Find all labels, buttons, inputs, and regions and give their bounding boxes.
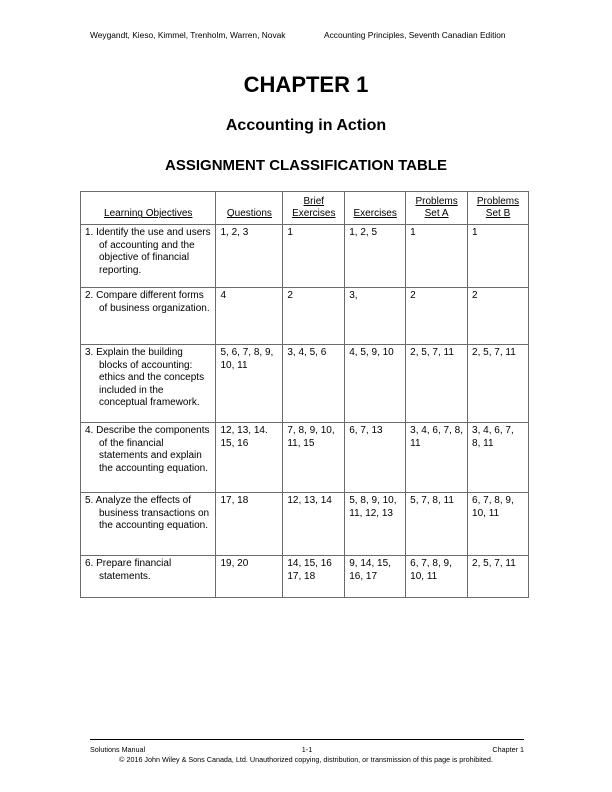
exercises-cell: 4, 5, 9, 10 [345, 345, 406, 423]
problems-set-a-cell: 5, 7, 8, 11 [406, 493, 468, 556]
column-header-questions: Questions [216, 192, 283, 225]
column-header-brief-exercises: Brief Exercises [283, 192, 345, 225]
footer-manual-label: Solutions Manual [90, 745, 146, 754]
problems-set-b-cell: 2, 5, 7, 11 [468, 345, 529, 423]
exercises-cell: 9, 14, 15, 16, 17 [345, 556, 406, 598]
footer-page-number: 1-1 [301, 745, 313, 754]
problems-set-b-cell: 3, 4, 6, 7, 8, 11 [468, 423, 529, 493]
objective-cell: 4. Describe the components of the financial statements and explain the accounting equation. [81, 423, 216, 493]
exercises-cell: 1, 2, 5 [345, 225, 406, 288]
table-row [81, 345, 529, 423]
exercises-cell: 5, 8, 9, 10, 11, 12, 13 [345, 493, 406, 556]
brief-exercises-cell: 14, 15, 16 17, 18 [283, 556, 345, 598]
table-row [81, 556, 529, 598]
column-header-problems-set-a: Problems Set A [406, 192, 468, 225]
chapter-title: CHAPTER 1 [243, 72, 369, 97]
column-header-exercises: Exercises [345, 192, 406, 225]
objective-cell: 6. Prepare financial statements. [81, 556, 216, 598]
chapter-subtitle: Accounting in Action [225, 117, 387, 134]
objective-cell: 1. Identify the use and users of accounting and the objective of financial reporting. [81, 225, 216, 288]
problems-set-b-cell: 6, 7, 8, 9, 10, 11 [468, 493, 529, 556]
questions-cell: 1, 2, 3 [216, 225, 283, 288]
footer-divider [90, 739, 524, 740]
objective-cell: 3. Explain the building blocks of accounting: ethics and the concepts included in the conceptual framework. [81, 345, 216, 423]
questions-cell: 17, 18 [216, 493, 283, 556]
problems-set-b-cell: 1 [468, 225, 529, 288]
header-book-title: Accounting Principles, Seventh Canadian Edition [324, 30, 506, 40]
table-title: ASSIGNMENT CLASSIFICATION TABLE [165, 157, 447, 174]
problems-set-b-cell: 2, 5, 7, 11 [468, 556, 529, 598]
column-header-learning-objectives: Learning Objectives [81, 192, 216, 225]
problems-set-a-cell: 2, 5, 7, 11 [406, 345, 468, 423]
brief-exercises-cell: 12, 13, 14 [283, 493, 345, 556]
questions-cell: 12, 13, 14. 15, 16 [216, 423, 283, 493]
problems-set-a-cell: 6, 7, 8, 9, 10, 11 [406, 556, 468, 598]
table-row [81, 225, 529, 288]
brief-exercises-cell: 7, 8, 9, 10, 11, 15 [283, 423, 345, 493]
objective-cell: 2. Compare different forms of business organization. [81, 288, 216, 345]
problems-set-a-cell: 1 [406, 225, 468, 288]
problems-set-a-cell: 3, 4, 6, 7, 8, 11 [406, 423, 468, 493]
brief-exercises-cell: 3, 4, 5, 6 [283, 345, 345, 423]
table-row [81, 493, 529, 556]
header-authors: Weygandt, Kieso, Kimmel, Trenholm, Warren, Novak [90, 30, 286, 40]
exercises-cell: 3, [345, 288, 406, 345]
brief-exercises-cell: 2 [283, 288, 345, 345]
table-header-row [81, 192, 529, 225]
assignment-classification-table [80, 191, 529, 598]
exercises-cell: 6, 7, 13 [345, 423, 406, 493]
objective-cell: 5. Analyze the effects of business transactions on the accounting equation. [81, 493, 216, 556]
footer-chapter-label: Chapter 1 [492, 745, 524, 754]
column-header-problems-set-b: Problems Set B [468, 192, 529, 225]
problems-set-a-cell: 2 [406, 288, 468, 345]
questions-cell: 4 [216, 288, 283, 345]
copyright-notice: © 2016 John Wiley & Sons Canada, Ltd. Unauthorized copying, distribution, or transmission of this page is prohibited. [119, 755, 493, 764]
table-row [81, 423, 529, 493]
questions-cell: 19, 20 [216, 556, 283, 598]
table-row [81, 288, 529, 345]
brief-exercises-cell: 1 [283, 225, 345, 288]
questions-cell: 5, 6, 7, 8, 9, 10, 11 [216, 345, 283, 423]
problems-set-b-cell: 2 [468, 288, 529, 345]
